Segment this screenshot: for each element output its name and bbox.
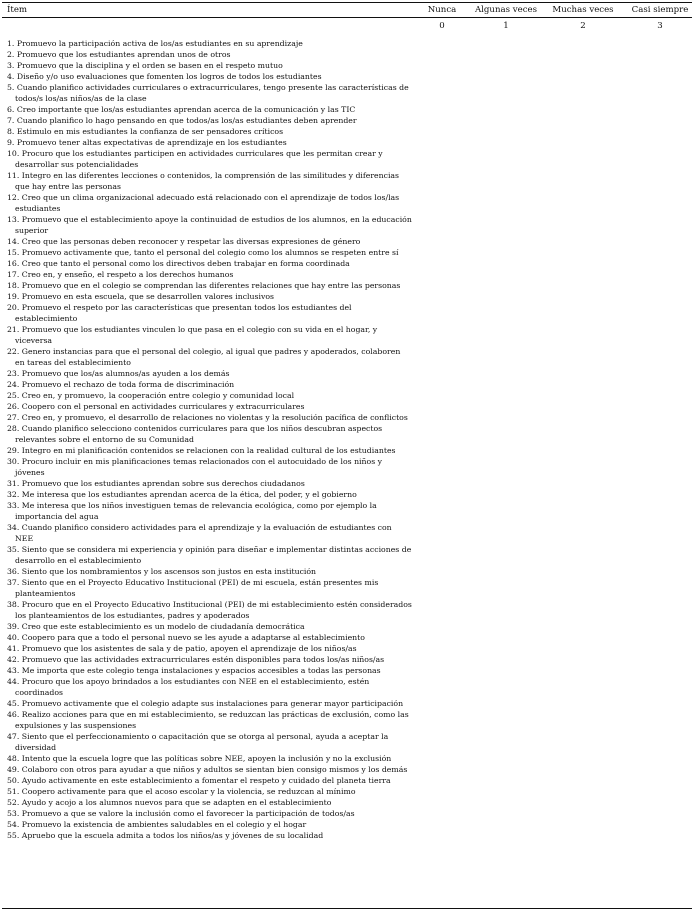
bottom-rule [2,908,692,909]
table-row: 18. Promuevo que en el colegio se comprendan las diferentes relaciones que hay entre las personas [7,281,401,290]
table-row: 42. Promuevo que las actividades extracurriculares estén disponibles para todos los/as niños/as [7,655,385,664]
scale-values-row [0,21,695,33]
table-row: 36. Siento que los nombramientos y los ascensos son justos en esta institución [7,567,317,576]
table-row: 48. Intento que la escuela logre que las políticas sobre NEE, apoyen la inclusión y no la exclusión [7,754,392,763]
table-row: 12. Creo que un clima organizacional adecuado está relacionado con el aprendizaje de todos los/las estudiantes [7,193,400,213]
table-row: 19. Promuevo en esta escuela, que se desarrollen valores inclusivos [7,292,275,301]
item-list [7,38,412,841]
table-row: 40. Coopero para que a todo el personal nuevo se les ayude a adaptarse al establecimiento [7,633,365,642]
table-row: 24. Promuevo el rechazo de toda forma de discriminación [7,380,235,389]
header-rule [2,17,692,18]
table-row: 5. Cuando planifico actividades curriculares o extracurriculares, tengo presente las características de todos/s los/as niños/as de la clase [7,83,409,103]
scale-header-muchas-veces: Muchas veces [552,5,614,15]
table-row: 21. Promuevo que los estudiantes vinculen lo que pasa en el colegio con su vida en el hogar, y viceversa [7,325,378,345]
table-row: 22. Genero instancias para que el personal del colegio, al igual que padres y apoderados, colaboren en tareas del establecimiento [7,347,401,367]
scale-header-algunas-veces: Algunas veces [474,5,538,15]
table-row: 53. Promuevo a que se valore la inclusión como el favorecer la participación de todos/as [7,809,355,818]
table-row: 23. Promuevo que los/as alumnos/as ayuden a los demás [7,369,230,378]
table-row: 43. Me importa que este colegio tenga instalaciones y espacios accesibles a todas las personas [7,666,381,675]
table-row: 20. Promuevo el respeto por las características que presentan todos los estudiantes del establecimiento [7,303,352,323]
table-row: 27. Creo en, y promuevo, el desarrollo de relaciones no violentas y la resolución pacífica de conflictos [7,413,408,422]
table-row: 49. Colaboro con otros para ayudar a que niños y adultos se sientan bien consigo mismos y los demás [7,765,408,774]
table-row: 25. Creo en, y promuevo, la cooperación entre colegio y comunidad local [7,391,295,400]
table-row: 29. Integro en mi planificación contenidos se relacionen con la realidad cultural de los estudiantes [7,446,396,455]
table-row: 46. Realizo acciones para que en mi establecimiento, se reduzcan las prácticas de exclusión, como las expulsiones y las suspensiones [7,710,409,730]
table-row: 34. Cuando planifico considero actividades para el aprendizaje y la evaluación de estudiantes con NEE [7,523,392,543]
table-row: 32. Me interesa que los estudiantes aprendan acerca de la ética, del poder, y el gobierno [7,490,357,499]
item-column-header: Ítem [7,5,28,15]
table-row: 4. Diseño y/o uso evaluaciones que fomenten los logros de todos los estudiantes [7,72,322,81]
table-row: 35. Siento que se considera mi experiencia y opinión para diseñar e implementar distintas acciones de desarrollo en el establecimiento [7,545,412,565]
table-row: 45. Promuevo activamente que el colegio adapte sus instalaciones para generar mayor participación [7,699,404,708]
table-row: 9. Promuevo tener altas expectativas de aprendizaje en los estudiantes [7,138,287,147]
table-row: 28. Cuando planifico selecciono contenidos curriculares para que los niños descubran aspectos relevantes sobre el entorno de su Comunidad [7,424,383,444]
table-row: 17. Creo en, y enseño, el respeto a los derechos humanos [7,270,234,279]
table-row: 11. Integro en las diferentes lecciones o contenidos, la comprensión de las similitudes y diferencias que hay entre las personas [7,171,400,191]
table-row: 10. Procuro que los estudiantes participen en actividades curriculares que les permitan crear y desarrollar sus potencialidades [7,149,383,169]
table-row: 44. Procuro que los apoyo brindados a los estudiantes con NEE en el establecimiento, estén coordinados [7,677,370,697]
table-row: 41. Promuevo que los asistentes de sala y de patio, apoyen el aprendizaje de los niños/as [7,644,357,653]
scale-value-1: 1 [503,21,509,31]
table-row: 39. Creo que este establecimiento es un modelo de ciudadanía democrática [7,622,305,631]
table-row: 6. Creo importante que los/as estudiantes aprendan acerca de la comunicación y las TIC [7,105,356,114]
table-row: 16. Creo que tanto el personal como los directivos deben trabajar en forma coordinada [7,259,350,268]
table-row: 47. Siento que el perfeccionamiento o capacitación que se otorga al personal, ayuda a aceptar la diversidad [7,732,389,752]
table-row: 55. Apruebo que la escuela admita a todos los niños/as y jóvenes de su localidad [7,831,324,840]
table-row: 3. Promuevo que la disciplina y el orden se basen en el respeto mutuo [7,61,283,70]
table-row: 26. Coopero con el personal en actividades curriculares y extracurriculares [7,402,305,411]
scale-header-nunca: Nunca [427,5,457,15]
table-row: 37. Siento que en el Proyecto Educativo Institucional (PEI) de mi escuela, están presentes mis planteamientos [7,578,379,598]
table-row: 33. Me interesa que los niños investiguen temas de relevancia ecológica, como por ejemplo la importancia del agua [7,501,377,521]
table-row: 31. Promuevo que los estudiantes aprendan sobre sus derechos ciudadanos [7,479,305,488]
table-row: 38. Procuro que en el Proyecto Educativo Institucional (PEI) de mi establecimiento estén considerados los planteamientos de los estudiantes, padres y apoderados [7,600,412,620]
table-row: 52. Ayudo y acojo a los alumnos nuevos para que se adapten en el establecimiento [7,798,332,807]
scale-value-3: 3 [657,21,663,31]
scale-header-casi-siempre: Casi siempre [631,5,689,15]
scale-value-2: 2 [580,21,586,31]
table-row: 15. Promuevo activamente que, tanto el personal del colegio como los alumnos se respeten entre sí [7,248,399,257]
table-row: 50. Ayudo activamente en este establecimiento a fomentar el respeto y cuidado del planeta tierra [7,776,391,785]
table-row: 14. Creo que las personas deben reconocer y respetar las diversas expresiones de género [7,237,361,246]
table-row: 51. Coopero activamente para que el acoso escolar y la violencia, se reduzcan al mínimo [7,787,356,796]
table-row: 30. Procuro incluir en mis planificaciones temas relacionados con el autocuidado de los niños y jóvenes [7,457,383,477]
header-row [0,5,695,17]
table-row: 54. Promuevo la existencia de ambientes saludables en el colegio y el hogar [7,820,307,829]
table-row: 13. Promuevo que el establecimiento apoye la continuidad de estudios de los alumnos, en la educación superior [7,215,412,235]
table-row: 2. Promuevo que los estudiantes aprendan unos de otros [7,50,231,59]
table-row: 1. Promuevo la participación activa de los/as estudiantes en su aprendizaje [7,39,303,48]
scale-value-0: 0 [439,21,445,31]
table-row: 7. Cuando planifico lo hago pensando en que todos/as los/as estudiantes deben aprender [7,116,357,125]
table-row: 8. Estimulo en mis estudiantes la confianza de ser pensadores críticos [7,127,284,136]
top-rule [2,2,692,3]
